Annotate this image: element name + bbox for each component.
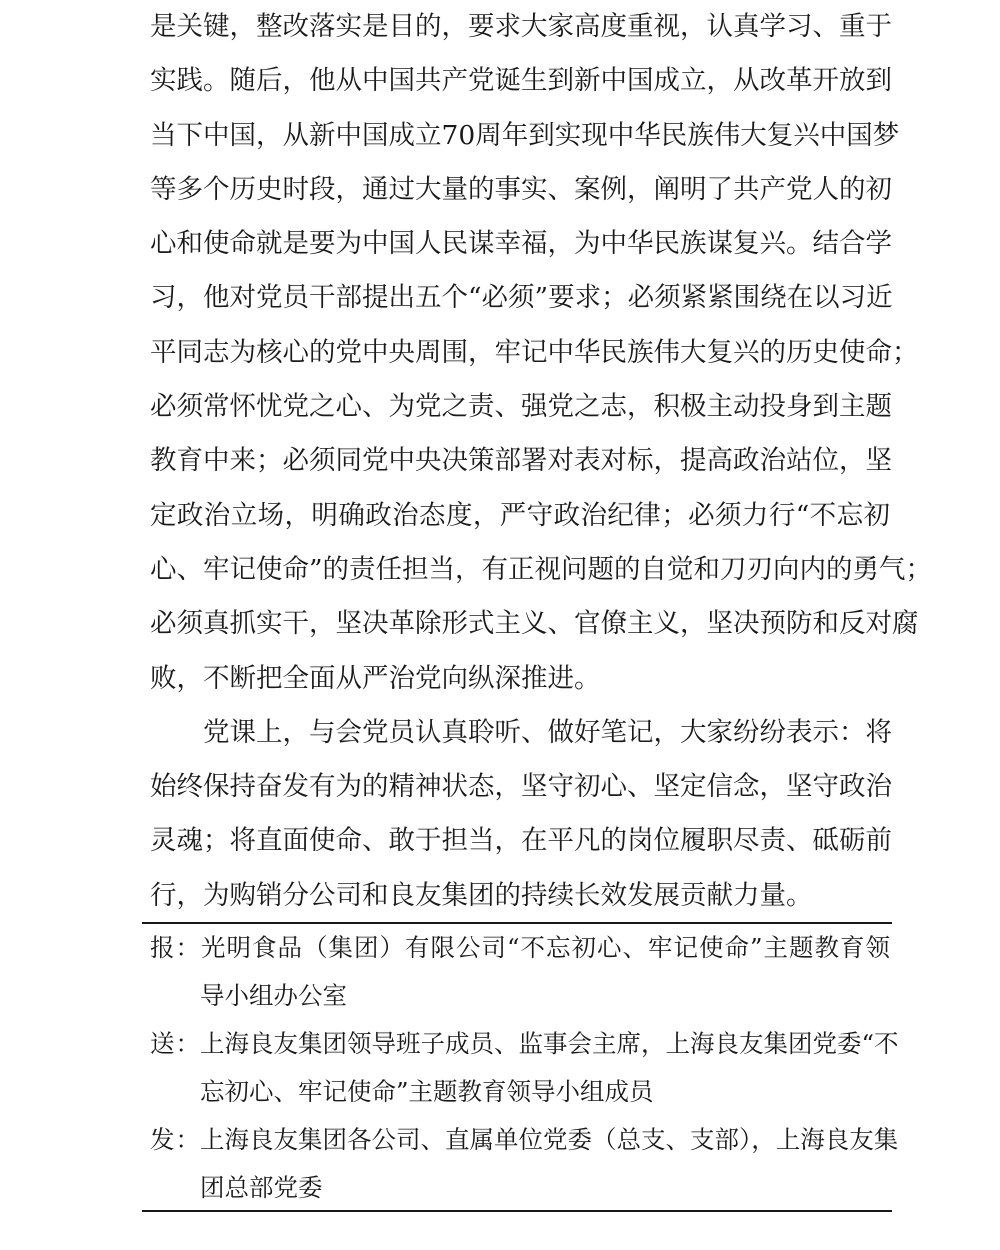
paragraph-2-line: 党课上，与会党员认真聆听、做好笔记，大家纷纷表示：将 — [203, 716, 892, 748]
body-line: 心和使命就是要为中国人民谋幸福，为中华民族谋复兴。结合学 — [150, 228, 892, 260]
body-line: 等多个历史时段，通过大量的事实、案例，阐明了共产党人的初 — [150, 173, 892, 205]
distribution-footer — [150, 924, 899, 1212]
body-line: 当下中国，从新中国成立70周年到实现中华民族伟大复兴中国梦 — [150, 119, 900, 151]
body-line: 平同志为核心的党中央周围，牢记中华民族伟大复兴的历史使命； — [150, 336, 919, 368]
footer-song-text: 上海良友集团领导班子成员、监事会主席，上海良友集团党委“不 — [200, 1029, 899, 1058]
paragraph-2-line: 始终保持奋发有为的精神状态，坚守初心、坚定信念，坚守政治 — [150, 771, 892, 803]
footer-bao-line — [150, 924, 890, 972]
body-line: 心、牢记使命”的责任担当，有正视问题的自觉和刀刃向内的勇气； — [150, 553, 933, 585]
footer-fa-label: 发： — [150, 1125, 200, 1154]
body-line: 必须常怀忧党之心、为党之责、强党之志，积极主动投身到主题 — [150, 391, 892, 423]
footer-fa-text: 上海良友集团各公司、直属单位党委（总支、支部），上海良友集 — [200, 1125, 899, 1154]
body-line: 教育中来；必须同党中央决策部署对表对标，提高政治站位，坚 — [150, 445, 892, 477]
footer-bao-continuation: 导小组办公室 — [200, 981, 347, 1010]
footer-song-label: 送： — [150, 1029, 200, 1058]
body-line: 是关键，整改落实是目的，要求大家高度重视，认真学习、重于 — [150, 11, 892, 42]
footer-fa-line — [150, 1116, 899, 1164]
footer-bao-label: 报： — [150, 933, 200, 962]
body-line: 败，不断把全面从严治党向纵深推进。 — [150, 662, 601, 694]
body-line: 定政治立场，明确政治态度，严守政治纪律；必须力行“不忘初 — [150, 499, 890, 531]
paragraph-2-line: 行，为购销分公司和良友集团的持续长效发展贡献力量。 — [150, 879, 813, 911]
footer-bottom-rule — [142, 1210, 892, 1212]
paragraph-2-line: 灵魂；将直面使命、敢于担当，在平凡的岗位履职尽责、砥砺前 — [150, 825, 892, 857]
body-line: 习，他对党员干部提出五个“必须”要求；必须紧紧围绕在以习近 — [150, 282, 893, 314]
body-line: 必须真抓实干，坚决革除形式主义、官僚主义，坚决预防和反对腐 — [150, 608, 919, 640]
body-line: 实践。随后，他从中国共产党诞生到新中国成立，从改革开放到 — [150, 65, 892, 97]
footer-song-line — [150, 1020, 899, 1068]
footer-song-continuation: 忘初心、牢记使命”主题教育领导小组成员 — [200, 1077, 654, 1106]
body-text — [150, 0, 933, 923]
footer-bao-text: 光明食品（集团）有限公司“不忘初心、牢记使命”主题教育领 — [200, 933, 890, 962]
footer-fa-continuation: 团总部党委 — [200, 1173, 323, 1202]
